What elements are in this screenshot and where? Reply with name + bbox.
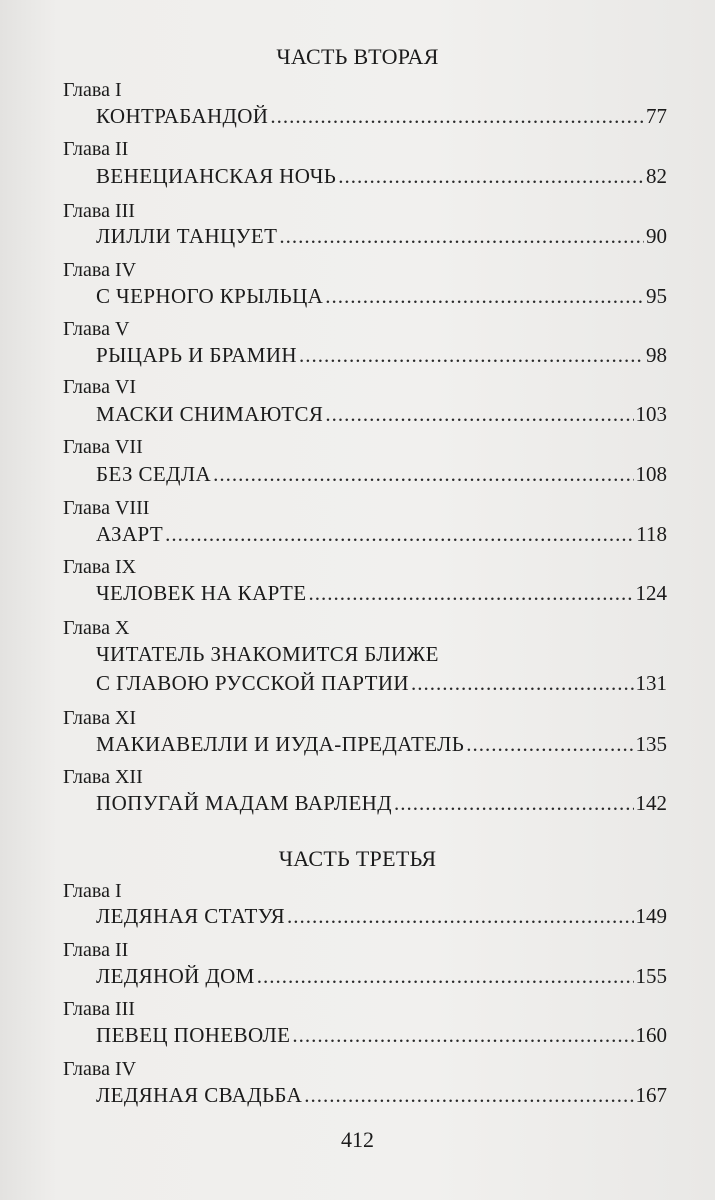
chapter-title: АЗАРТ (96, 522, 164, 546)
toc-entry (96, 106, 667, 127)
toc-entry (96, 906, 667, 927)
toc-entry (96, 793, 667, 814)
page-ref: 160 (635, 1023, 667, 1047)
toc-entry (96, 1085, 667, 1106)
chapter-title: ЧЕЛОВЕК НА КАРТЕ (96, 581, 307, 605)
dot-leader (411, 673, 634, 694)
chapter-label: Глава I (63, 880, 122, 902)
dot-leader (338, 166, 644, 187)
page-ref: 135 (635, 732, 667, 756)
chapter-label: Глава I (63, 79, 122, 101)
chapter-label: Глава VI (63, 376, 137, 398)
dot-leader (279, 226, 644, 247)
page-ref: 77 (646, 104, 667, 128)
dot-leader (466, 734, 633, 755)
chapter-title: КОНТРАБАНДОЙ (96, 104, 269, 128)
chapter-title: БЕЗ СЕДЛА (96, 462, 212, 486)
chapter-title: ПЕВЕЦ ПОНЕВОЛЕ (96, 1023, 291, 1047)
chapter-title: РЫЦАРЬ И БРАМИН (96, 343, 297, 367)
dot-leader (287, 906, 633, 927)
dot-leader (257, 966, 634, 987)
dot-leader (325, 286, 644, 307)
chapter-title: ЛЕДЯНОЙ ДОМ (96, 964, 255, 988)
chapter-label: Глава VIII (63, 497, 150, 519)
chapter-label: Глава IX (63, 556, 137, 578)
part-heading: ЧАСТЬ ВТОРАЯ (276, 44, 439, 69)
chapter-label: Глава V (63, 318, 130, 340)
dot-leader (304, 1085, 633, 1106)
toc-entry (96, 226, 667, 247)
page-ref: 131 (635, 671, 667, 695)
dot-leader (308, 583, 633, 604)
dot-leader (299, 345, 644, 366)
page-ref: 149 (635, 904, 667, 928)
chapter-label: Глава II (63, 138, 129, 160)
page-ref: 98 (646, 343, 667, 367)
dot-leader (325, 404, 633, 425)
toc-entry (96, 286, 667, 307)
page-ref: 95 (646, 284, 667, 308)
page-ref: 90 (646, 224, 667, 248)
chapter-label: Глава II (63, 939, 129, 961)
chapter-label: Глава X (63, 617, 130, 639)
page-ref: 155 (635, 964, 667, 988)
chapter-title: ЛЕДЯНАЯ СВАДЬБА (96, 1083, 303, 1107)
chapter-title: ЛЕДЯНАЯ СТАТУЯ (96, 904, 286, 928)
dot-leader (165, 524, 634, 545)
page-ref: 103 (635, 402, 667, 426)
chapter-label: Глава VII (63, 436, 143, 458)
toc-entry (96, 966, 667, 987)
dot-leader (292, 1025, 633, 1046)
page-ref: 142 (635, 791, 667, 815)
page-number: 412 (341, 1127, 374, 1152)
toc-entry (96, 734, 667, 755)
toc-entry (96, 524, 667, 545)
toc-entry (96, 1025, 667, 1046)
chapter-label: Глава XII (63, 766, 143, 788)
page-ref: 167 (635, 1083, 667, 1107)
page-ref: 82 (646, 164, 667, 188)
chapter-label: Глава III (63, 200, 135, 222)
chapter-label: Глава XI (63, 707, 137, 729)
chapter-title: С ЧЕРНОГО КРЫЛЬЦА (96, 284, 324, 308)
chapter-title: МАКИАВЕЛЛИ И ИУДА-ПРЕДАТЕЛЬ (96, 732, 465, 756)
page-ref: 124 (635, 581, 667, 605)
toc-entry (96, 464, 667, 485)
dot-leader (394, 793, 634, 814)
dot-leader (270, 106, 644, 127)
chapter-title: ВЕНЕЦИАНСКАЯ НОЧЬ (96, 164, 337, 188)
toc-entry (96, 404, 667, 425)
chapter-title: ПОПУГАЙ МАДАМ ВАРЛЕНД (96, 791, 392, 815)
toc-entry (96, 583, 667, 604)
chapter-title: С ГЛАВОЮ РУССКОЙ ПАРТИИ (96, 671, 409, 695)
chapter-label: Глава IV (63, 1058, 137, 1080)
toc-entry (96, 644, 667, 694)
chapter-title: МАСКИ СНИМАЮТСЯ (96, 402, 324, 426)
chapter-label: Глава III (63, 998, 135, 1020)
toc-entry (96, 166, 667, 187)
chapter-label: Глава IV (63, 259, 137, 281)
dot-leader (213, 464, 633, 485)
chapter-title-line1: ЧИТАТЕЛЬ ЗНАКОМИТСЯ БЛИЖЕ (96, 642, 439, 666)
page-ref: 108 (635, 462, 667, 486)
chapter-title: ЛИЛЛИ ТАНЦУЕТ (96, 224, 278, 248)
toc-entry (96, 345, 667, 366)
page-ref: 118 (636, 522, 667, 546)
part-heading: ЧАСТЬ ТРЕТЬЯ (278, 846, 437, 871)
